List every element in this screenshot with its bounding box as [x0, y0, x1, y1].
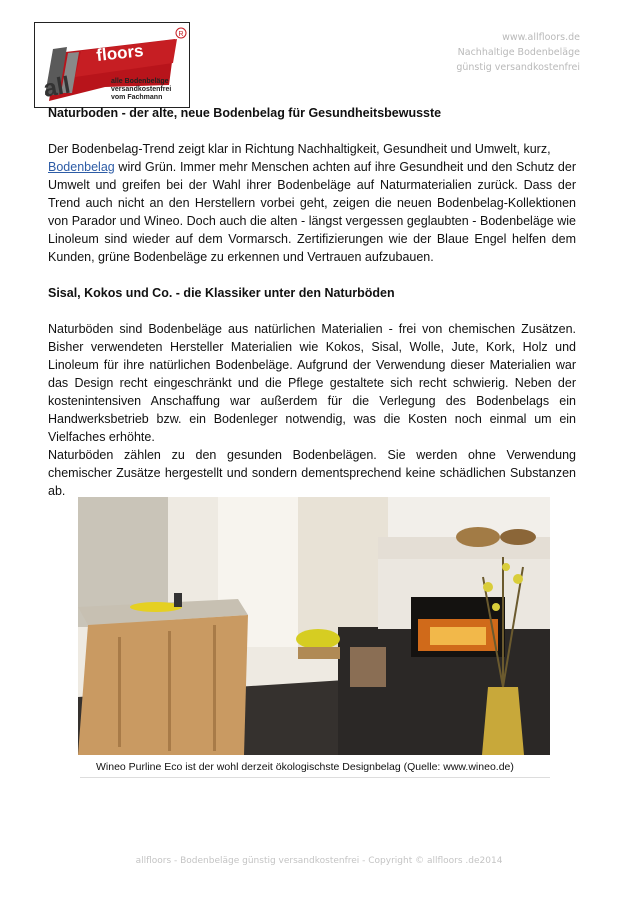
header-tagline-2: günstig versandkostenfrei — [456, 62, 580, 73]
interior-photo — [78, 497, 550, 755]
heading-naturboden: Naturboden - der alte, neue Bodenbelag für Gesundheitsbewusste — [48, 106, 442, 120]
heading-sisal-kokos: Sisal, Kokos und Co. - die Klassiker unter den Naturböden — [48, 286, 395, 300]
article — [48, 104, 576, 500]
caption-divider — [80, 777, 550, 778]
header-tagline-1: Nachhaltige Bodenbeläge — [457, 47, 580, 58]
paragraph-naturboeden: Naturböden sind Bodenbeläge aus natürlichen Materialien - frei von chemischen Zusätzen. Bisher verwendeten Hersteller Materialien wie Kokos, Sisal, Wolle, Jute, Kork, Holz und Linoleum für ihre natürlichen Bodenbeläge. Aufgrund der Verwendung dieser Materialien war das Design recht eingeschränkt und die Pflege gestaltete sich recht schwierig. Neben der kostenintensiven Anschaffung war außerdem für die Verlegung des Bodenbelags ein Handwerksbetrieb bzw. ein Bodenleger notwendig, was die Kosten noch einmal um ein Vielfaches erhöhte. — [48, 322, 576, 444]
bodenbelag-link[interactable]: Bodenbelag — [48, 160, 115, 174]
paragraph-gesund: Naturböden zählen zu den gesunden Bodenbelägen. Sie werden ohne Verwendung chemischer Zusätze hergestellt und sondern dementsprechend keine schädlichen Substanzen ab. — [48, 448, 576, 498]
allfloors-logo[interactable] — [34, 22, 190, 108]
header-info — [456, 30, 580, 75]
svg-text:R: R — [178, 31, 184, 38]
paragraph-trend: Der Bodenbelag-Trend zeigt klar in Richtung Nachhaltigkeit, Gesundheit und Umwelt, kurz, Bodenbelag wird Grün. Immer mehr Menschen achten auf ihre Gesundheit und den Schutz der Umwelt und greifen bei der Wahl ihrer Bodenbeläge auf Naturmaterialien zurück. Dass der Trend auch nicht an den Herstellern vorbei geht, zeigen die neuen Bodenbelag-Kollektionen von Parador und Wineo. Doch auch die alten - längst vergessen geglaubten - Bodenbeläge wie Linoleum sind wieder auf dem Vormarsch. Zertifizierungen wie der Blaue Engel helfen dem Kunden, grüne Bodenbeläge zu erkennen und Vertrauen aufzubauen. — [48, 142, 576, 264]
figure-caption: Wineo Purline Eco ist der wohl derzeit ökologischste Designbelag (Quelle: www.wineo.de) — [96, 761, 514, 773]
logo-tagline: alle Bodenbeläge versandkostenfrei vom Fachmann — [111, 78, 172, 102]
svg-text:floors: floors — [95, 41, 145, 65]
svg-text:all: all — [41, 71, 73, 103]
site-url: www.allfloors.de — [502, 32, 580, 43]
page-footer: allfloors - Bodenbeläge günstig versandkostenfrei - Copyright © allfloors .de2014 — [135, 856, 503, 866]
